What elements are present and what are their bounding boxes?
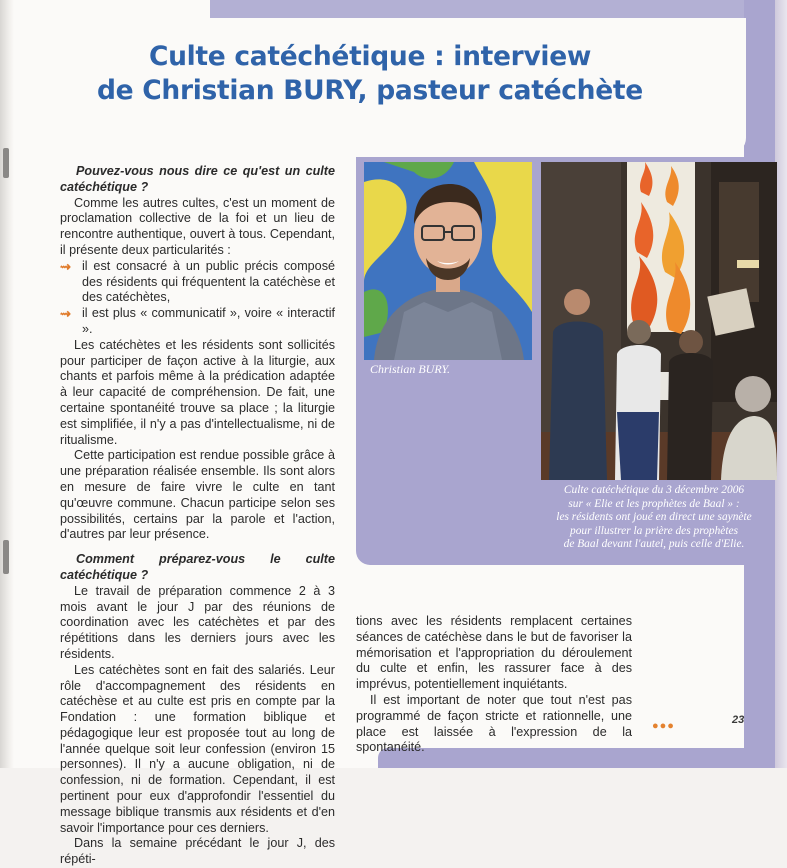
- left-text-column: [60, 164, 335, 868]
- event-caption: [541, 484, 767, 552]
- orange-arrow-icon: ⇝: [60, 258, 71, 274]
- article-title: [70, 40, 670, 108]
- answer-paragraph-5: Les catéchètes sont en fait des salariés. Leur rôle d'accompagnement des résidents en catéchèse et au culte est pris en compte par la Fondation : une formation biblique et pédagogique leur est proposée tout au long de l'année quelque soit leur confession (environ 15 personnes). Il n'y a aucune obligation, ni de confession, ni de formation. Cependant, il est pertinent pour eux d'approfondir l'essentiel du message biblique transmis aux résidents et d'en savoir l'importance pour ces derniers.: [60, 662, 335, 835]
- bullet-text-2: il est plus « communicatif », voire « interactif ».: [82, 306, 335, 336]
- event-caption-line-3: les résidents ont joué en direct une saynète: [556, 511, 752, 524]
- right-paragraph-1: tions avec les résidents remplacent certaines séances de catéchèse dans le but de favoriser la mémorisation et l'appropriation du déroulement du culte et enfin, les rassurer face à des imprévus, potentiellement inquiétants.: [356, 614, 632, 692]
- title-line-1: Culte catéchétique : interview: [148, 41, 592, 72]
- event-photo: [541, 162, 777, 480]
- bullet-item-2: [60, 306, 335, 338]
- title-line-2: de Christian BURY, pasteur catéchète: [97, 75, 643, 106]
- page-number: 23: [732, 714, 745, 726]
- right-text-column: [356, 614, 632, 756]
- event-illustration: [541, 162, 777, 480]
- portrait-illustration: [364, 162, 532, 360]
- binding-mark-bottom: [3, 540, 9, 574]
- answer-paragraph-4: Le travail de préparation commence 2 à 3 mois avant le jour J par des réunions de coordination avec les catéchètes et par des répétitions dans les derniers jours avec les résidents.: [60, 583, 335, 661]
- question-1: Pouvez-vous nous dire ce qu'est un culte catéchétique ?: [60, 164, 335, 194]
- orange-arrow-icon: ⇝: [60, 306, 71, 322]
- question-2: Comment préparez-vous le culte catéchétique ?: [60, 552, 335, 582]
- bullet-item-1: [60, 259, 335, 306]
- three-orange-dots-icon: ●●●: [652, 720, 675, 732]
- bullet-text-1: il est consacré à un public précis composé des résidents qui fréquentent la catéchèse et des catéchètes,: [82, 258, 335, 305]
- answer-paragraph-1: Comme les autres cultes, c'est un moment de proclamation collective de la foi et un lieu de rencontre authentique, ouvert à tous. Cependant, il présente deux particularités :: [60, 195, 335, 257]
- event-caption-line-4: pour illustrer la prière des prophètes: [570, 524, 738, 537]
- answer-paragraph-6: Dans la semaine précédant le jour J, des répéti-: [60, 836, 335, 867]
- binding-mark-top: [3, 148, 9, 178]
- right-paragraph-2: Il est important de noter que tout n'est pas programmé de façon stricte et rationnelle, une place est laissée à l'expression de la spontanéité.: [356, 692, 632, 755]
- portrait-photo: [364, 162, 532, 360]
- event-caption-line-5: de Baal devant l'autel, puis celle d'Elie.: [563, 538, 745, 551]
- answer-paragraph-2: Les catéchètes et les résidents sont sollicités pour participer de façon active à la liturgie, aux chants et parfois même à la prédication adaptée à leur capacité de compréhension. De fait, une certaine spontanéité trouve sa place ; la liturgie est simplifiée, il n'y a pas d'intellectualisme, ni de ritualisme.: [60, 337, 335, 447]
- answer-paragraph-3: Cette participation est rendue possible grâce à une préparation réalisée ensemble. Ils sont alors en mesure de faire vivre le culte en tant qu'œuvre commune. Chacun participe selon ses possibilités, certains par la parole et l'action, d'autres par leur présence.: [60, 448, 335, 542]
- binding-gutter: [0, 0, 14, 768]
- event-caption-line-1: Culte catéchétique du 3 décembre 2006: [563, 484, 745, 496]
- portrait-caption: Christian BURY.: [370, 362, 451, 376]
- event-caption-line-2: sur « Elie et les prophètes de Baal » :: [568, 497, 740, 510]
